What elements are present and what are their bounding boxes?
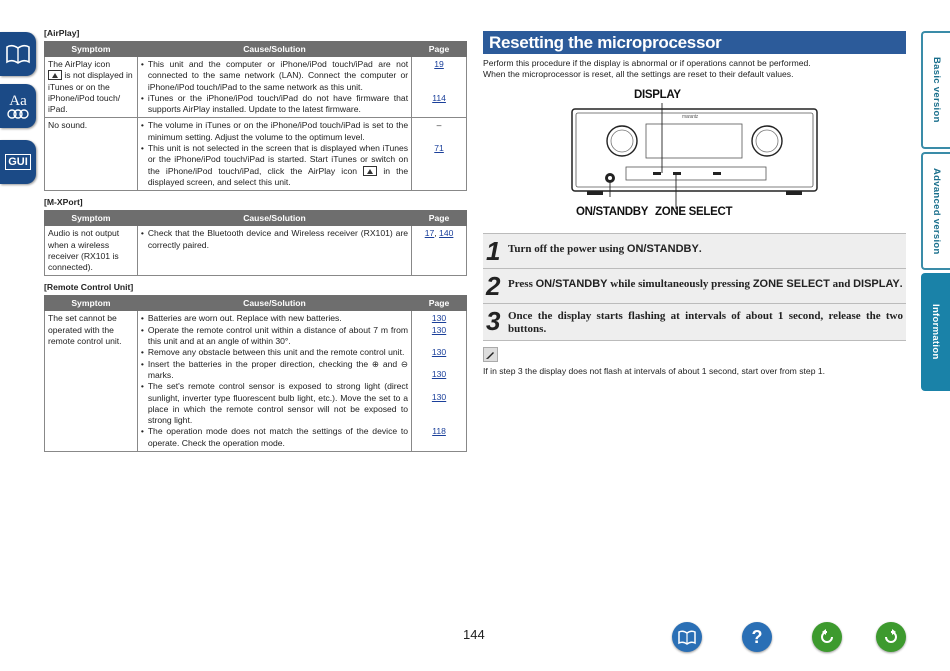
remote-table (44, 295, 467, 452)
table-row (45, 118, 467, 191)
page-link[interactable]: 71 (434, 142, 444, 153)
section-banner: Resetting the microprocessor (483, 31, 906, 54)
list-item (483, 303, 906, 340)
table-row (45, 311, 467, 452)
airplay-table (44, 41, 467, 191)
list-item: • This unit and the computer or iPhone/iPod touch/iPad are not connected to the same network (LAN). Connect the computer or iPhone/iPod touch/iPad to the same network as this unit. (141, 59, 408, 93)
page-cell (412, 311, 467, 452)
aa-icon[interactable] (0, 84, 36, 128)
step-text: Press ON/STANDBY while simultaneously pressing ZONE SELECT and DISPLAY. (508, 277, 903, 290)
page-link[interactable]: 130 (431, 347, 447, 358)
header-cause: Cause/Solution (137, 211, 411, 226)
page-ref: – (436, 120, 442, 131)
header-symptom: Symptom (45, 296, 138, 311)
header-page: Page (412, 211, 467, 226)
section-title-airplay: [AirPlay] (44, 28, 80, 38)
callout-on-standby: ON/STANDBY (576, 205, 649, 218)
list-item: • The volume in iTunes or on the iPhone/iPod touch/iPad is set to the minimum setting. Adjust the volume to the optimum level. (141, 120, 408, 143)
section-title-remote: [Remote Control Unit] (44, 282, 134, 293)
front-panel-diagram (483, 87, 906, 227)
intro-text: Perform this procedure if the display is abnormal or if operations cannot be performed. When the microprocessor is reset, all the settings are reset to their default values. (483, 58, 811, 80)
manual-icon[interactable] (0, 32, 36, 76)
contents-nav-icon[interactable] (672, 622, 702, 652)
page-link[interactable]: 130 (431, 391, 447, 402)
tab-basic-version[interactable]: Basic version (921, 31, 950, 149)
step-number: 1 (486, 235, 501, 266)
tab-information[interactable]: Information (921, 273, 950, 391)
cause-cell (137, 226, 411, 276)
list-item: • This unit is not selected in the screen that is displayed when iTunes or the iPhone/iPod touch/iPad is started. Start iTunes or switch on the iPhone/iPod touch/iPad, click the AirPlay icon in the displayed screen, and select this unit. (141, 143, 408, 188)
page-cell: 17, 140 (412, 226, 467, 276)
reset-column (483, 31, 906, 376)
airplay-icon (363, 166, 377, 176)
list-item (483, 268, 906, 303)
page-link[interactable]: 114 (432, 93, 446, 104)
mxport-table (44, 210, 467, 276)
back-nav-icon[interactable] (812, 622, 842, 652)
cause-cell (137, 311, 411, 452)
cause-cell (137, 57, 411, 118)
list-item: • Operate the remote control unit within a distance of about 7 m from this unit and at an angle of within 30°. (141, 325, 408, 348)
header-cause: Cause/Solution (137, 296, 411, 311)
symptom-cell: The set cannot be operated with the remote control unit. (45, 311, 138, 452)
symptom-cell: Audio is not output when a wireless receiver (RX101 is connected). (45, 226, 138, 276)
device-brand: marantz (682, 113, 698, 120)
page-link[interactable]: 17 (424, 228, 435, 239)
header-page: Page (412, 42, 467, 57)
page-link[interactable]: 130 (431, 369, 447, 380)
note-icon (483, 347, 498, 362)
troubleshooting-column (44, 28, 468, 458)
list-item: • Check that the Bluetooth device and Wireless receiver (RX101) are correctly paired. (141, 228, 408, 251)
list-item: • The set's remote control sensor is exposed to strong light (direct sunlight, inverter type fluorescent bulb light, etc.). Move the set to a place in which the remote control sensor will not be exposed to strong light. (141, 381, 408, 426)
help-nav-icon[interactable]: ? (742, 622, 772, 652)
page-cell (412, 118, 467, 191)
page-link[interactable]: 130 (431, 324, 447, 335)
cause-cell (137, 118, 411, 191)
list-item: • Batteries are worn out. Replace with new batteries. (141, 313, 408, 324)
page-number: 144 (463, 627, 485, 642)
gui-icon[interactable] (0, 140, 36, 184)
header-symptom: Symptom (45, 42, 138, 57)
airplay-icon (48, 70, 62, 80)
symptom-cell: The AirPlay icon is not displayed in iTunes or on the iPhone/iPod touch/ iPad. (45, 57, 138, 118)
list-item: • Remove any obstacle between this unit and the remote control unit. (141, 347, 408, 358)
page-link[interactable]: 130 (431, 313, 447, 324)
forward-nav-icon[interactable] (876, 622, 906, 652)
header-cause: Cause/Solution (137, 42, 411, 57)
callout-zone-select: ZONE SELECT (655, 205, 733, 218)
list-item: • The operation mode does not match the settings of the device to operate. Check the operation mode. (141, 426, 408, 449)
step-number: 3 (486, 305, 501, 336)
gui-label: GUI (5, 154, 31, 170)
page-link[interactable]: 140 (439, 228, 454, 239)
table-row (45, 226, 467, 276)
table-row (45, 57, 467, 118)
step-text: Turn off the power using ON/STANDBY. (508, 242, 702, 255)
header-symptom: Symptom (45, 211, 138, 226)
tab-advanced-version[interactable]: Advanced version (921, 152, 950, 270)
header-page: Page (412, 296, 467, 311)
steps-list (483, 233, 906, 376)
list-item: • Insert the batteries in the proper direction, checking the ⊕ and ⊖ marks. (141, 359, 408, 382)
callout-display: DISPLAY (634, 88, 681, 101)
page-link[interactable]: 19 (434, 59, 444, 69)
section-title-mxport: [M-XPort] (44, 197, 83, 208)
list-item: • iTunes or the iPhone/iPod touch/iPad do not have firmware that supports AirPlay installed. Update to the latest firmware. (141, 93, 408, 116)
step-number: 2 (486, 270, 501, 301)
page-link[interactable]: 118 (432, 425, 446, 436)
step-text: Once the display starts flashing at intervals of about 1 second, release the two buttons. (508, 309, 903, 336)
aa-label: Aa (9, 92, 27, 109)
symptom-cell: No sound. (45, 118, 138, 191)
page-cell (412, 57, 467, 118)
list-item (483, 233, 906, 268)
note-text: If in step 3 the display does not flash at intervals of about 1 second, start over from step 1. (483, 365, 826, 376)
